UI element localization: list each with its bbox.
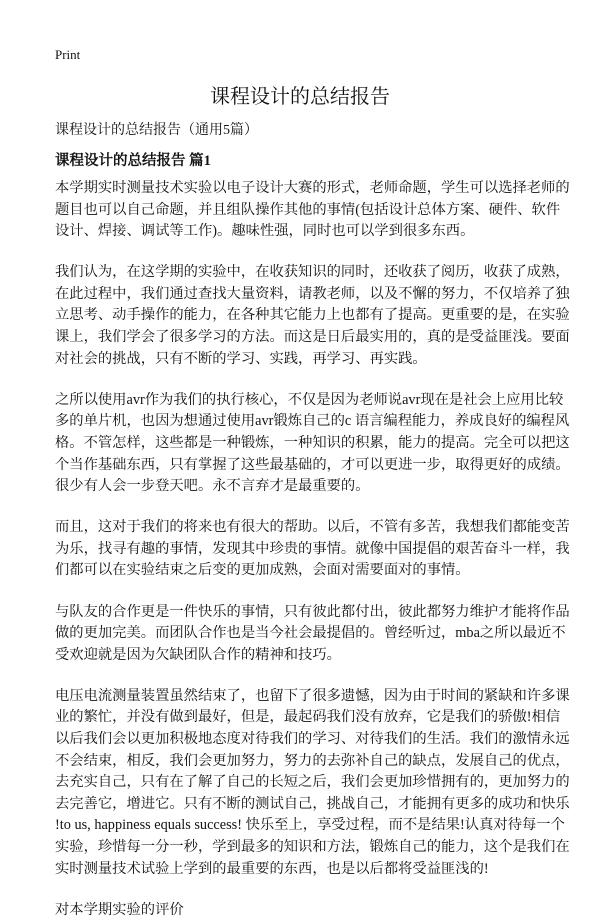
document-body <box>55 178 570 921</box>
paragraph-line: 电压电流测量装置虽然结束了，也留下了很多遗憾，因为由于时间的紧缺和许多课 <box>55 687 570 704</box>
paragraph <box>55 686 570 880</box>
paragraph-line: 在此过程中，我们通过查找大量资料，请教老师，以及不懈的努力，不仅培养了独 <box>55 285 570 302</box>
paragraph-line: !to us, happiness equals success! 快乐至上，享受过程，而不是结果!认真对待每一个 <box>55 817 565 834</box>
paragraph-line: 实验，珍惜每一分一秒，学到最多的知识和方法，锻炼自己的能力，这个是我们在 <box>55 838 570 855</box>
paragraph-line: 我们认为，在这学期的实验中，在收获知识的同时，还收获了阅历，收获了成熟， <box>55 264 570 281</box>
paragraph-line: 之所以使用avr作为我们的执行核心，不仅是因为老师说avr现在是社会上应用比较 <box>55 391 564 408</box>
paragraph-line: 个当作基础东西，只有掌握了这些最基础的，才可以更进一步，取得更好的成绩。 <box>55 456 570 473</box>
paragraph-line: 而且，这对于我们的将来也有很大的帮助。以后，不管有多苦，我想我们都能变苦 <box>55 519 570 536</box>
paragraph <box>55 178 570 243</box>
paragraph-line: 立思考、动手操作的能力，在各种其它能力上也都有了提高。更重要的是，在实验 <box>55 307 570 324</box>
paragraph-line: 多的单片机，也因为想通过使用avr锻炼自己的c 语言编程能力，养成良好的编程风 <box>55 413 570 430</box>
paragraph-line: 题目也可以自己命题，并且组队操作其他的事情(包括设计总体方案、硬件、软件 <box>55 201 561 218</box>
paragraph-line: 课上，我们学会了很多学习的方法。而这是日后最实用的，真的是受益匪浅。要面 <box>55 329 570 346</box>
paragraph-line: 本学期实时测量技术实验以电子设计大赛的形式，老师命题，学生可以选择老师的 <box>55 180 570 196</box>
paragraph <box>55 602 570 667</box>
paragraph-line: 设计、焊接、调试等工作)。趣味性强，同时也可以学到很多东西。 <box>55 223 475 240</box>
paragraph-line: 去充实自己，只有在了解了自己的长短之后，我们会更加珍惜拥有的，更加努力的 <box>55 774 570 791</box>
paragraph-line: 不会结束，相反，我们会更加努力，努力的去弥补自己的缺点，发展自己的优点， <box>55 752 570 769</box>
paragraph-line: 很少有人会一步登天吧。永不言弃才是最重要的。 <box>55 478 370 495</box>
paragraphs <box>55 178 570 880</box>
paragraph <box>55 262 570 370</box>
paragraph-line: 业的繁忙，并没有做到最好，但是，最起码我们没有放弃，它是我们的骄傲!相信 <box>55 709 561 726</box>
document-subtitle: 课程设计的总结报告（通用5篇） <box>55 123 258 138</box>
paragraph-line: 去完善它，增进它。只有不断的测试自己，挑战自己，才能拥有更多的成功和快乐 <box>55 795 570 812</box>
paragraph-line: 做的更加完美。而团队合作也是当今社会最提倡的。曾经听过，mba之所以最近不 <box>55 625 566 642</box>
paragraph <box>55 517 570 582</box>
paragraph-line: 对社会的挑战，只有不断的学习、实践，再学习、再实践。 <box>55 350 427 367</box>
paragraph-line: 们都可以在实验结束之后变的更加成熟，会面对需要面对的事情。 <box>55 562 470 579</box>
paragraph <box>55 390 570 498</box>
paragraph-line: 格。不管怎样，这些都是一种锻炼，一种知识的积累，能力的提高。完全可以把这 <box>55 434 570 451</box>
paragraph-line: 受欢迎就是因为欠缺团队合作的精神和技巧。 <box>55 646 341 663</box>
paragraph-line: 以后我们会以更加积极地态度对待我们的学习、对待我们的生活。我们的激情永远 <box>55 730 570 747</box>
closing-heading: 对本学期实验的评价 <box>55 901 184 918</box>
paragraph-line: 实时测量技术试验上学到的最重要的东西，也是以后都将受益匪浅的! <box>55 860 489 877</box>
print-link[interactable]: Print <box>55 47 81 62</box>
paragraph-line: 为乐，找寻有趣的事情，发现其中珍贵的事情。就像中国提倡的艰苦奋斗一样，我 <box>55 540 570 557</box>
page-title: 课程设计的总结报告 <box>210 86 390 108</box>
section-heading: 课程设计的总结报告 篇1 <box>55 153 211 169</box>
paragraph-line: 与队友的合作更是一件快乐的事情，只有彼此都付出，彼此都努力维护才能将作品 <box>55 603 570 620</box>
